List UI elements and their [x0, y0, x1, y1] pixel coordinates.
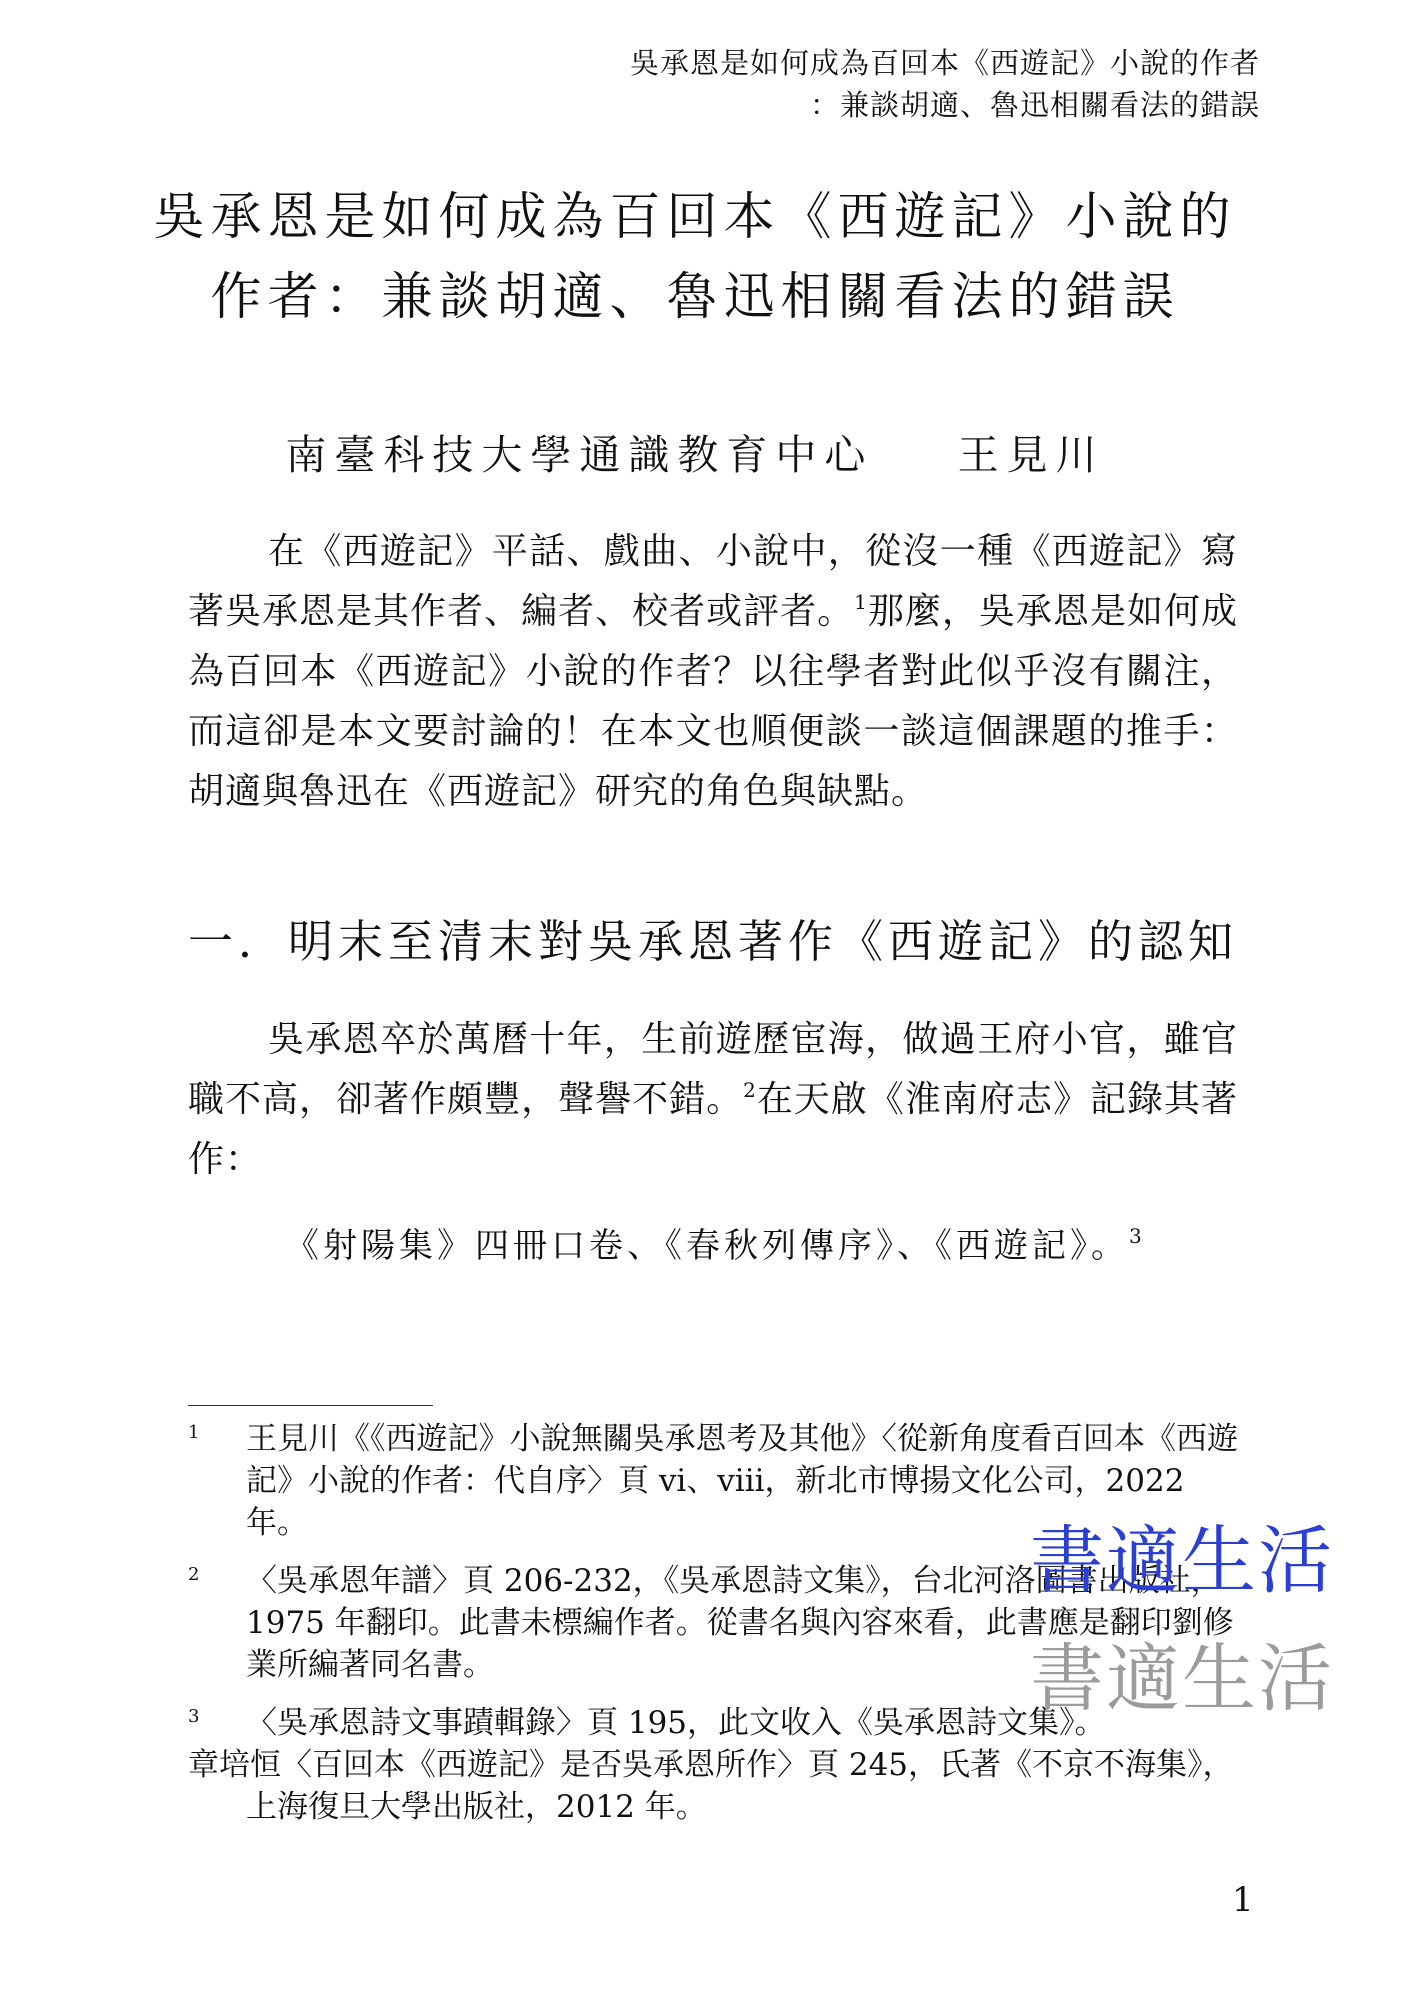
running-header-line1: 吳承恩是如何成為百回本《西遊記》小說的作者 [629, 46, 1260, 80]
footnote-text-continued: 章培恒〈百回本《西遊記》是否吳承恩所作〉頁 245，氏著《不京不海集》，上海復旦大學出版社，2012 年。 [188, 1747, 1234, 1825]
title-line2: 作者：兼談胡適、魯迅相關看法的錯誤 [210, 268, 1180, 327]
footnote-ref-1[interactable]: 1 [854, 590, 868, 614]
watermark-gray: 書適生活 [1030, 1636, 1334, 1722]
footnote-number: 1 [188, 1422, 200, 1443]
footnote-number: 2 [188, 1564, 200, 1585]
footnote-divider [188, 1405, 433, 1406]
running-header [360, 42, 1260, 126]
intro-paragraph [188, 522, 1238, 822]
section-text-part2: 在天啟《淮南府志》記錄其著作： [188, 1079, 1238, 1180]
footnote-ref-3[interactable]: 3 [1129, 1224, 1146, 1248]
watermark-blue: 書適生活 [1030, 1518, 1334, 1604]
author-name: 王見川 [957, 431, 1105, 479]
intro-text-part1: 在《西遊記》平話、戲曲、小說中，從沒一種《西遊記》寫著吳承恩是其作者、編者、校者或評者。 [188, 531, 1238, 632]
author-affiliation: 南臺科技大學通識教育中心 [285, 431, 874, 479]
footnote-number: 3 [188, 1706, 200, 1727]
section-paragraph [188, 1010, 1238, 1190]
title-line1: 吳承恩是如何成為百回本《西遊記》小說的 [153, 188, 1237, 247]
section-heading: 一．明末至清末對吳承恩著作《西遊記》的認知 [188, 915, 1239, 968]
quote-text: 《射陽集》四冊口卷、《春秋列傳序》、《西遊記》。 [285, 1226, 1129, 1266]
footnote-text: 〈吳承恩詩文事蹟輯錄〉頁 195，此文收入《吳承恩詩文集》。 [246, 1705, 1106, 1741]
section-text-part1: 吳承恩卒於萬曆十年，生前遊歷宦海，做過王府小官，雖官職不高，卻著作頗豐，聲譽不錯。 [188, 1019, 1238, 1120]
page-title [150, 178, 1240, 338]
block-quote [285, 1218, 1235, 1267]
running-header-line2: ：兼談胡適、魯迅相關看法的錯誤 [809, 88, 1260, 122]
footnote-text: 王見川《《西遊記》小說無關吳承恩考及其他》〈從新角度看百回本《西遊記》小說的作者：代自序〉頁 vi、viii，新北市博揚文化公司，2022 年。 [246, 1421, 1238, 1541]
page-number: 1 [1232, 1880, 1254, 1920]
intro-text-part2: 那麼，吳承恩是如何成為百回本《西遊記》小說的作者？以往學者對此似乎沒有關注，而這卻是本文要討論的！在本文也順便談一談這個課題的推手：胡適與魯迅在《西遊記》研究的角色與缺點。 [188, 591, 1238, 812]
byline [150, 422, 1240, 481]
footnote-ref-2[interactable]: 2 [743, 1078, 757, 1102]
footnote-text: 〈吳承恩年譜〉頁 206-232，《吳承恩詩文集》，台北河洛圖書出版社，1975 年翻印。此書未標編作者。從書名與內容來看，此書應是翻印劉修業所編著同名書。 [246, 1563, 1234, 1683]
